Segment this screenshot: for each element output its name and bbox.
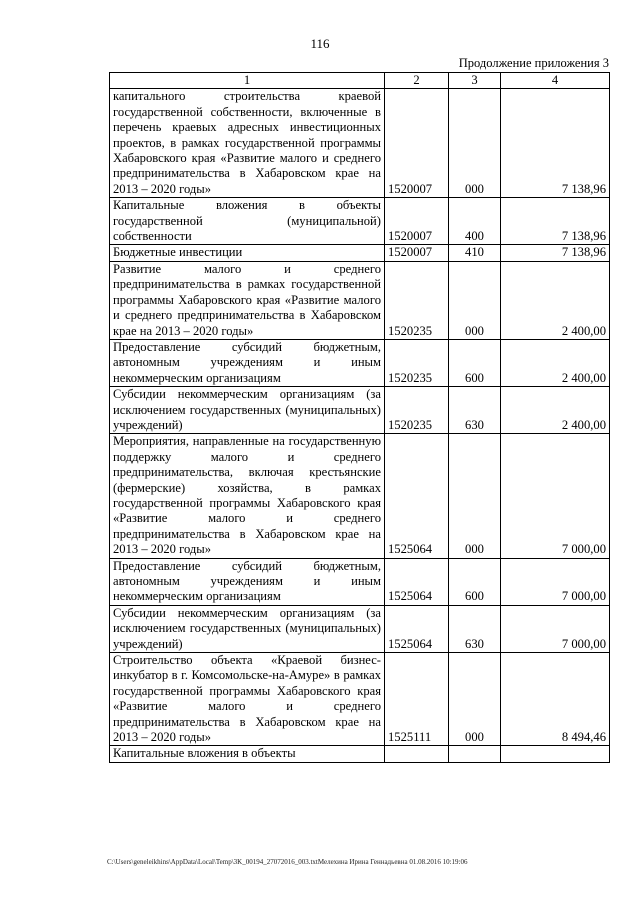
row-amount bbox=[501, 746, 610, 762]
row-description: Развитие малого и среднего предпринимательства в рамках государственной программы Хабаровского края «Развитие малого и среднего предпринимательства в Хабаровском крае на 2013 – 2020 годы» bbox=[110, 261, 385, 339]
header-col-3: 3 bbox=[449, 73, 501, 89]
row-amount: 7 138,96 bbox=[501, 89, 610, 198]
table-row bbox=[110, 387, 610, 434]
row-expense-type: 000 bbox=[449, 261, 501, 339]
header-row bbox=[110, 73, 610, 89]
row-expense-type: 600 bbox=[449, 339, 501, 386]
row-description: Предоставление субсидий бюджетным, автономным учреждениям и иным некоммерческим организациям bbox=[110, 558, 385, 605]
row-expense-type: 400 bbox=[449, 198, 501, 245]
budget-table bbox=[109, 72, 610, 763]
table-row bbox=[110, 339, 610, 386]
row-target-code: 1520007 bbox=[385, 89, 449, 198]
row-target-code: 1525111 bbox=[385, 653, 449, 746]
file-path-footer: C:\Users\geneleikhins\AppData\Local\Temp\3K_00194_27072016_003.txtМелехина Ирина Геннадьевна 01.08.2016 10:19:06 bbox=[107, 858, 468, 866]
row-expense-type: 600 bbox=[449, 558, 501, 605]
table-row-partial bbox=[110, 746, 610, 762]
row-expense-type: 410 bbox=[449, 245, 501, 261]
row-target-code bbox=[385, 746, 449, 762]
row-description: Капитальные вложения в объекты bbox=[110, 746, 385, 762]
table-row bbox=[110, 261, 610, 339]
table-row bbox=[110, 89, 610, 198]
row-amount: 7 000,00 bbox=[501, 605, 610, 652]
row-target-code: 1520007 bbox=[385, 245, 449, 261]
row-target-code: 1525064 bbox=[385, 558, 449, 605]
row-description: Мероприятия, направленные на государственную поддержку малого и среднего предпринимательства, включая крестьянские (фермерские) хозяйства, в рамках государственной программы Хабаровского края «Развитие малого и среднего предпринимательства в Хабаровском крае на 2013 – 2020 годы» bbox=[110, 434, 385, 558]
table-row bbox=[110, 558, 610, 605]
table-row bbox=[110, 198, 610, 245]
row-target-code: 1525064 bbox=[385, 434, 449, 558]
table-row bbox=[110, 245, 610, 261]
row-description: Субсидии некоммерческим организациям (за исключением государственных (муниципальных) учреждений) bbox=[110, 387, 385, 434]
header-col-1: 1 bbox=[110, 73, 385, 89]
row-target-code: 1520235 bbox=[385, 339, 449, 386]
table-row bbox=[110, 605, 610, 652]
row-description: Капитальные вложения в объекты государственной (муниципальной) собственности bbox=[110, 198, 385, 245]
row-amount: 2 400,00 bbox=[501, 387, 610, 434]
row-description: Предоставление субсидий бюджетным, автономным учреждениям и иным некоммерческим организациям bbox=[110, 339, 385, 386]
header-col-2: 2 bbox=[385, 73, 449, 89]
row-amount: 7 138,96 bbox=[501, 198, 610, 245]
row-amount: 8 494,46 bbox=[501, 653, 610, 746]
row-expense-type: 000 bbox=[449, 89, 501, 198]
row-expense-type: 000 bbox=[449, 653, 501, 746]
row-expense-type: 630 bbox=[449, 387, 501, 434]
row-amount: 7 000,00 bbox=[501, 434, 610, 558]
row-expense-type bbox=[449, 746, 501, 762]
row-amount: 7 138,96 bbox=[501, 245, 610, 261]
row-description: Строительство объекта «Краевой бизнес-инкубатор в г. Комсомольске-на-Амуре» в рамках государственной программы Хабаровского края «Развитие малого и среднего предпринимательства в Хабаровском крае на 2013 – 2020 годы» bbox=[110, 653, 385, 746]
row-amount: 7 000,00 bbox=[501, 558, 610, 605]
row-description: капитального строительства краевой государственной собственности, включенные в перечень краевых адресных инвестиционных проектов, в рамках государственной программы Хабаровского края «Развитие малого и среднего предпринимательства в Хабаровском крае на 2013 – 2020 годы» bbox=[110, 89, 385, 198]
row-amount: 2 400,00 bbox=[501, 339, 610, 386]
row-target-code: 1520235 bbox=[385, 387, 449, 434]
row-target-code: 1520235 bbox=[385, 261, 449, 339]
row-amount: 2 400,00 bbox=[501, 261, 610, 339]
row-target-code: 1525064 bbox=[385, 605, 449, 652]
row-description: Бюджетные инвестиции bbox=[110, 245, 385, 261]
table-row bbox=[110, 653, 610, 746]
table-row bbox=[110, 434, 610, 558]
row-description: Субсидии некоммерческим организациям (за исключением государственных (муниципальных) учреждений) bbox=[110, 605, 385, 652]
row-target-code: 1520007 bbox=[385, 198, 449, 245]
header-col-4: 4 bbox=[501, 73, 610, 89]
row-expense-type: 000 bbox=[449, 434, 501, 558]
page-number: 116 bbox=[310, 36, 330, 51]
continuation-label: Продолжение приложения 3 bbox=[458, 56, 609, 70]
row-expense-type: 630 bbox=[449, 605, 501, 652]
